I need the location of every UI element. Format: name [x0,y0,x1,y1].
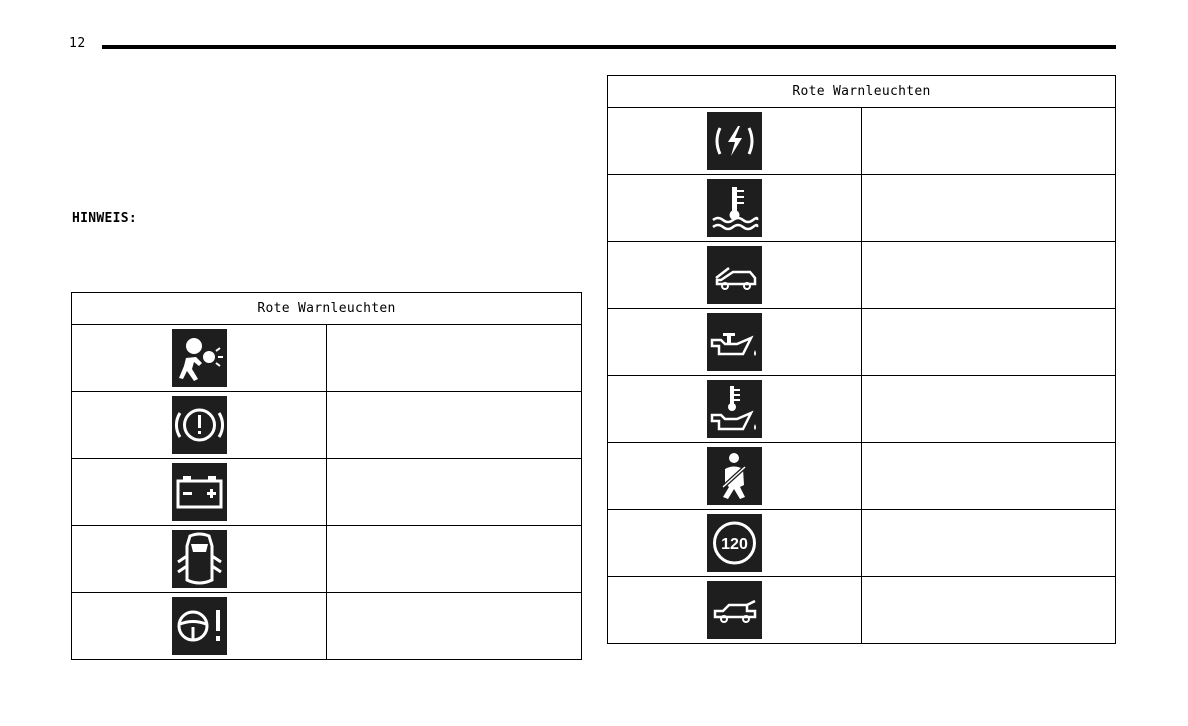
table-row [608,108,1116,175]
right-warning-table [607,75,1116,644]
airbag-warning-icon [172,329,227,387]
oil-temperature-icon [707,380,762,438]
table-row [72,593,582,660]
table-row [72,392,582,459]
table-row [608,510,1116,577]
table-row [608,175,1116,242]
left-table-header: Rote Warnleuchten [72,293,582,325]
header-rule [102,45,1116,49]
liftgate-open-icon [707,581,762,639]
table-row [608,443,1116,510]
table-row [608,309,1116,376]
hood-open-icon [707,246,762,304]
table-row [608,242,1116,309]
left-warning-table [71,292,582,660]
speed-limit-value: 120 [721,536,748,553]
right-table-header: Rote Warnleuchten [608,76,1116,108]
power-steering-warning-icon [172,597,227,655]
table-row [72,459,582,526]
table-row [72,526,582,593]
table-row [608,376,1116,443]
engine-coolant-temperature-icon [707,179,762,237]
table-row [72,325,582,392]
speed-limit-120-icon [707,514,762,572]
battery-charge-icon [172,463,227,521]
brake-warning-icon [172,396,227,454]
oil-pressure-icon [707,313,762,371]
door-open-icon [172,530,227,588]
electronic-throttle-control-icon [707,112,762,170]
table-row [608,577,1116,644]
seat-belt-reminder-icon [707,447,762,505]
note-label: HINWEIS: [72,211,138,226]
page-number: 12 [69,36,86,51]
